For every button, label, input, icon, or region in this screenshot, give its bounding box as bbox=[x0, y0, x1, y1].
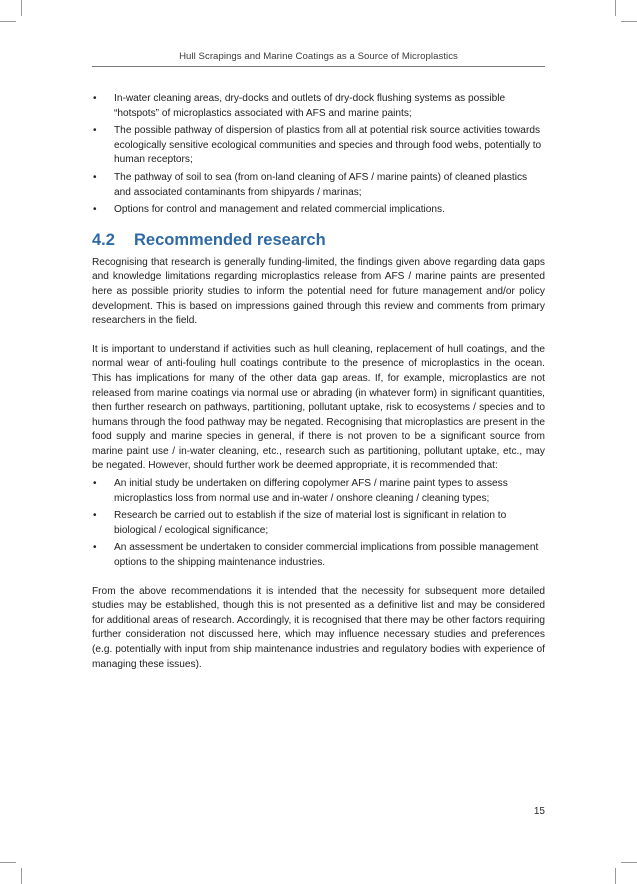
section-number: 4.2 bbox=[92, 230, 115, 249]
list-item bbox=[92, 541, 545, 570]
crop-mark bbox=[621, 862, 637, 863]
list-item-text: Options for control and management and related commercial implications. bbox=[114, 204, 445, 216]
list-item-text: The possible pathway of dispersion of plastics from all at potential risk source activities towards ecologically sensitive ecological communities and species and through food webs, potentially to human receptors; bbox=[114, 125, 542, 166]
list-item bbox=[92, 509, 545, 538]
bullet-list-recommendations bbox=[92, 477, 545, 571]
running-header: Hull Scrapings and Marine Coatings as a Source of Microplastics bbox=[179, 51, 458, 62]
list-item bbox=[92, 477, 545, 506]
crop-mark bbox=[0, 21, 16, 22]
crop-mark bbox=[621, 21, 637, 22]
bullet-icon: • bbox=[93, 510, 97, 522]
section-title: Recommended research bbox=[134, 230, 326, 249]
list-item-text: Research be carried out to establish if the size of material lost is significant in relation to biological / ecological significance; bbox=[114, 510, 507, 536]
list-item bbox=[92, 124, 545, 168]
crop-mark bbox=[21, 0, 22, 16]
bullet-icon: • bbox=[93, 125, 97, 137]
crop-mark bbox=[615, 868, 616, 884]
bullet-icon: • bbox=[93, 542, 97, 554]
bullet-icon: • bbox=[93, 478, 97, 490]
bullet-list-top bbox=[92, 92, 545, 218]
crop-mark bbox=[0, 862, 16, 863]
bullet-icon: • bbox=[93, 204, 97, 216]
list-item-text: An assessment be undertaken to consider commercial implications from possible management options to the shipping maintenance industries. bbox=[114, 542, 539, 569]
crop-mark bbox=[21, 868, 22, 884]
section-heading bbox=[92, 231, 545, 249]
page-content bbox=[92, 92, 545, 672]
paragraph: From the above recommendations it is intended that the necessity for subsequent more detailed studies may be established, though this is not presented as a definitive list and may be considered for additional areas of research. Accordingly, it is recognised that there may be other factors requiring further consideration not discussed here, which may influence necessary studies and preferences (e.g. potentially with input from ship maintenance industries and regulatory bodies with experience of managing these issues). bbox=[92, 585, 545, 670]
bullet-icon: • bbox=[93, 171, 97, 183]
list-item bbox=[92, 171, 545, 200]
list-item bbox=[92, 92, 545, 121]
list-item-text: An initial study be undertaken on differing copolymer AFS / marine paint types to assess microplastics loss from normal use and in-water / onshore cleaning / cleaning types; bbox=[114, 478, 508, 504]
page-number: 15 bbox=[533, 806, 545, 817]
paragraph: It is important to understand if activities such as hull cleaning, replacement of hull coatings, and the normal wear of anti-fouling hull coatings contribute to the presence of microplastics in the ocean. This has implications for many of the other data gap areas. If, for example, microplastics are not released from marine coatings via normal use or abrading (in whatever form) in significant quantities, then further research on pathways, partitioning, pollutant uptake, risk to ecosystems / species and to humans through the food pathway may be negated. Recognising that microplastics are present in the food supply and marine species in general, if there is not proven to be a significant source from marine paint use / in-water cleaning, etc., research such as partitioning, pollutant uptake, etc., may be negated. However, should further work be deemed appropriate, it is recommended that: bbox=[92, 343, 545, 472]
header-rule bbox=[92, 66, 545, 67]
list-item bbox=[92, 203, 545, 218]
list-item-text: The pathway of soil to sea (from on-land cleaning of AFS / marine paints) of cleaned plastics and associated contaminants from shipyards / marinas; bbox=[114, 171, 528, 198]
bullet-icon: • bbox=[93, 93, 97, 104]
crop-mark bbox=[615, 0, 616, 16]
list-item-text: In-water cleaning areas, dry-docks and outlets of dry-dock flushing systems as possible “hotspots” of microplastics associated with AFS and marine paints; bbox=[114, 93, 506, 119]
paragraph: Recognising that research is generally funding-limited, the findings given above regarding data gaps and knowledge limitations regarding microplastics release from AFS / marine paints are presented here as possible priority studies to inform the potential need for future management and/or policy development. This is based on impressions gained through this review and comments from primary researchers in the field. bbox=[92, 256, 545, 327]
